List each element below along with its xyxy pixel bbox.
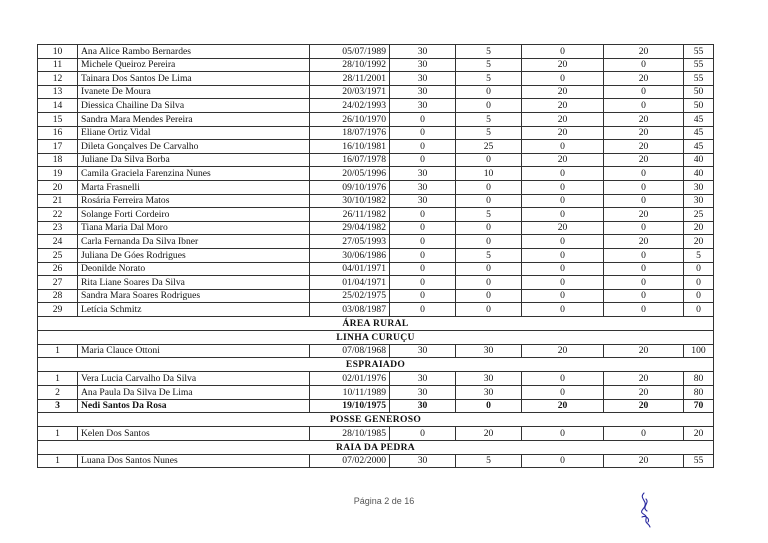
cell-name: Kelen Dos Santos [78, 427, 310, 441]
cell-v4: 0 [604, 58, 684, 72]
section-title: POSSE GENEROSO [38, 413, 714, 427]
cell-date: 18/07/1976 [310, 126, 390, 140]
cell-date: 05/07/1989 [310, 45, 390, 59]
cell-date: 28/11/2001 [310, 72, 390, 86]
section-title: RAIA DA PEDRA [38, 440, 714, 454]
cell-v3: 0 [522, 167, 604, 181]
table-row [38, 454, 714, 468]
cell-v1: 0 [390, 153, 456, 167]
cell-num: 18 [38, 153, 78, 167]
cell-v4: 0 [604, 221, 684, 235]
cell-date: 09/10/1976 [310, 180, 390, 194]
cell-num: 22 [38, 208, 78, 222]
cell-v2: 5 [456, 72, 522, 86]
cell-date: 07/02/2000 [310, 454, 390, 468]
area-header [38, 316, 714, 330]
cell-date: 30/10/1982 [310, 194, 390, 208]
cell-v2: 20 [456, 427, 522, 441]
cell-total: 0 [684, 289, 714, 303]
cell-name: Nedi Santos Da Rosa [78, 399, 310, 413]
cell-v3: 20 [522, 99, 604, 113]
section-header [38, 440, 714, 454]
cell-v3: 0 [522, 180, 604, 194]
table-row [38, 289, 714, 303]
cell-num: 3 [38, 399, 78, 413]
cell-v3: 20 [522, 126, 604, 140]
cell-v2: 0 [456, 99, 522, 113]
cell-date: 04/01/1971 [310, 262, 390, 276]
cell-total: 20 [684, 235, 714, 249]
cell-v1: 30 [390, 386, 456, 400]
cell-name: Rita Liane Soares Da Silva [78, 276, 310, 290]
table-row [38, 112, 714, 126]
cell-date: 20/03/1971 [310, 85, 390, 99]
cell-v2: 5 [456, 454, 522, 468]
cell-v2: 5 [456, 248, 522, 262]
cell-v1: 0 [390, 140, 456, 154]
table-row [38, 126, 714, 140]
cell-v3: 0 [522, 235, 604, 249]
table-row [38, 72, 714, 86]
cell-v2: 0 [456, 262, 522, 276]
cell-total: 55 [684, 45, 714, 59]
cell-v3: 0 [522, 276, 604, 290]
cell-name: Luana Dos Santos Nunes [78, 454, 310, 468]
cell-v3: 0 [522, 45, 604, 59]
cell-v1: 0 [390, 289, 456, 303]
cell-v1: 0 [390, 112, 456, 126]
table-row [38, 153, 714, 167]
cell-date: 01/04/1971 [310, 276, 390, 290]
cell-v4: 0 [604, 194, 684, 208]
cell-name: Ivanete De Moura [78, 85, 310, 99]
page-number: Página 2 de 16 [353, 496, 415, 506]
cell-v2: 30 [456, 372, 522, 386]
cell-num: 27 [38, 276, 78, 290]
cell-num: 23 [38, 221, 78, 235]
cell-v4: 20 [604, 153, 684, 167]
cell-name: Juliana De Góes Rodrigues [78, 248, 310, 262]
cell-v2: 0 [456, 276, 522, 290]
cell-v3: 0 [522, 289, 604, 303]
table-row [38, 399, 714, 413]
cell-num: 16 [38, 126, 78, 140]
cell-name: Sandra Mara Mendes Pereira [78, 112, 310, 126]
cell-v3: 20 [522, 85, 604, 99]
cell-num: 20 [38, 180, 78, 194]
cell-v3: 0 [522, 208, 604, 222]
signature-icon [634, 489, 658, 529]
cell-v2: 5 [456, 45, 522, 59]
cell-total: 70 [684, 399, 714, 413]
cell-v4: 0 [604, 262, 684, 276]
cell-date: 02/01/1976 [310, 372, 390, 386]
table-row [38, 140, 714, 154]
cell-v4: 20 [604, 72, 684, 86]
cell-total: 40 [684, 167, 714, 181]
cell-v2: 5 [456, 58, 522, 72]
cell-v2: 0 [456, 153, 522, 167]
cell-v1: 0 [390, 303, 456, 317]
cell-v1: 30 [390, 194, 456, 208]
cell-v2: 0 [456, 289, 522, 303]
cell-total: 100 [684, 344, 714, 358]
cell-name: Michele Queiroz Pereira [78, 58, 310, 72]
cell-num: 13 [38, 85, 78, 99]
table-row [38, 180, 714, 194]
cell-total: 45 [684, 126, 714, 140]
cell-date: 26/10/1970 [310, 112, 390, 126]
cell-total: 55 [684, 454, 714, 468]
cell-total: 25 [684, 208, 714, 222]
cell-v1: 0 [390, 276, 456, 290]
cell-v1: 30 [390, 58, 456, 72]
cell-num: 1 [38, 344, 78, 358]
cell-v2: 5 [456, 126, 522, 140]
cell-name: Solange Forti Cordeiro [78, 208, 310, 222]
cell-date: 19/10/1975 [310, 399, 390, 413]
cell-v2: 5 [456, 112, 522, 126]
cell-v3: 20 [522, 112, 604, 126]
cell-name: Camila Graciela Farenzina Nunes [78, 167, 310, 181]
cell-name: Maria Clauce Ottoni [78, 344, 310, 358]
cell-v3: 20 [522, 344, 604, 358]
cell-date: 07/08/1968 [310, 344, 390, 358]
cell-v3: 0 [522, 386, 604, 400]
cell-name: Deonilde Norato [78, 262, 310, 276]
cell-name: Tiana Maria Dal Moro [78, 221, 310, 235]
cell-num: 11 [38, 58, 78, 72]
cell-date: 30/06/1986 [310, 248, 390, 262]
cell-num: 1 [38, 427, 78, 441]
cell-total: 0 [684, 276, 714, 290]
cell-total: 5 [684, 248, 714, 262]
cell-v4: 20 [604, 386, 684, 400]
cell-v2: 0 [456, 85, 522, 99]
table-row [38, 45, 714, 59]
cell-name: Vera Lucia Carvalho Da Silva [78, 372, 310, 386]
cell-v4: 0 [604, 248, 684, 262]
table-row [38, 235, 714, 249]
cell-total: 80 [684, 386, 714, 400]
cell-num: 29 [38, 303, 78, 317]
cell-num: 12 [38, 72, 78, 86]
cell-v1: 30 [390, 72, 456, 86]
cell-v1: 0 [390, 262, 456, 276]
cell-v2: 5 [456, 208, 522, 222]
cell-v1: 0 [390, 235, 456, 249]
cell-name: Letícia Schmitz [78, 303, 310, 317]
cell-v3: 20 [522, 153, 604, 167]
cell-name: Juliane Da Silva Borba [78, 153, 310, 167]
cell-name: Marta Frasnelli [78, 180, 310, 194]
cell-v2: 25 [456, 140, 522, 154]
table-row [38, 303, 714, 317]
cell-num: 26 [38, 262, 78, 276]
cell-name: Eliane Ortiz Vidal [78, 126, 310, 140]
cell-v3: 20 [522, 399, 604, 413]
table-row [38, 99, 714, 113]
cell-v1: 0 [390, 126, 456, 140]
table-row [38, 344, 714, 358]
table-row [38, 276, 714, 290]
table-row [38, 386, 714, 400]
section-title: ESPRAIADO [38, 358, 714, 372]
cell-total: 45 [684, 112, 714, 126]
cell-v4: 0 [604, 276, 684, 290]
section-title: LINHA CURUÇU [38, 330, 714, 344]
cell-v1: 0 [390, 221, 456, 235]
cell-v3: 0 [522, 262, 604, 276]
cell-total: 20 [684, 427, 714, 441]
table-row [38, 58, 714, 72]
cell-date: 29/04/1982 [310, 221, 390, 235]
table-row [38, 262, 714, 276]
cell-date: 25/02/1975 [310, 289, 390, 303]
cell-v1: 30 [390, 45, 456, 59]
cell-v4: 20 [604, 454, 684, 468]
cell-v4: 20 [604, 399, 684, 413]
cell-name: Ana Paula Da Silva De Lima [78, 386, 310, 400]
cell-v4: 20 [604, 45, 684, 59]
cell-name: Dileta Gonçalves De Carvalho [78, 140, 310, 154]
cell-total: 0 [684, 303, 714, 317]
cell-v1: 30 [390, 372, 456, 386]
cell-v1: 30 [390, 180, 456, 194]
cell-name: Tainara Dos Santos De Lima [78, 72, 310, 86]
section-header [38, 358, 714, 372]
cell-v3: 0 [522, 372, 604, 386]
cell-num: 1 [38, 372, 78, 386]
cell-total: 45 [684, 140, 714, 154]
table-row [38, 221, 714, 235]
cell-v3: 0 [522, 140, 604, 154]
cell-v4: 20 [604, 140, 684, 154]
cell-date: 27/05/1993 [310, 235, 390, 249]
table-row [38, 194, 714, 208]
cell-v1: 30 [390, 167, 456, 181]
cell-v2: 0 [456, 235, 522, 249]
cell-v1: 30 [390, 99, 456, 113]
cell-date: 20/05/1996 [310, 167, 390, 181]
table-row [38, 208, 714, 222]
cell-total: 80 [684, 372, 714, 386]
section-header [38, 413, 714, 427]
cell-date: 24/02/1993 [310, 99, 390, 113]
cell-date: 16/10/1981 [310, 140, 390, 154]
cell-v2: 0 [456, 303, 522, 317]
cell-v4: 0 [604, 167, 684, 181]
cell-v4: 20 [604, 235, 684, 249]
cell-v3: 0 [522, 427, 604, 441]
table-body [38, 45, 714, 468]
cell-v2: 10 [456, 167, 522, 181]
cell-v2: 0 [456, 399, 522, 413]
cell-date: 26/11/1982 [310, 208, 390, 222]
cell-v2: 0 [456, 180, 522, 194]
cell-v3: 0 [522, 248, 604, 262]
cell-total: 30 [684, 180, 714, 194]
cell-num: 17 [38, 140, 78, 154]
cell-total: 50 [684, 85, 714, 99]
ranking-table [37, 44, 714, 468]
cell-name: Carla Fernanda Da Silva Ibner [78, 235, 310, 249]
cell-v4: 20 [604, 126, 684, 140]
cell-num: 28 [38, 289, 78, 303]
cell-v4: 20 [604, 344, 684, 358]
cell-date: 10/11/1989 [310, 386, 390, 400]
cell-num: 2 [38, 386, 78, 400]
cell-v2: 0 [456, 194, 522, 208]
cell-v3: 0 [522, 194, 604, 208]
cell-v3: 0 [522, 72, 604, 86]
cell-name: Sandra Mara Soares Rodrigues [78, 289, 310, 303]
cell-v4: 0 [604, 289, 684, 303]
cell-v4: 0 [604, 303, 684, 317]
cell-num: 14 [38, 99, 78, 113]
cell-date: 28/10/1985 [310, 427, 390, 441]
cell-v1: 30 [390, 399, 456, 413]
table-row [38, 372, 714, 386]
cell-v4: 20 [604, 372, 684, 386]
cell-v1: 0 [390, 208, 456, 222]
cell-name: Diessica Chailine Da Silva [78, 99, 310, 113]
cell-total: 50 [684, 99, 714, 113]
table-row [38, 167, 714, 181]
cell-date: 28/10/1992 [310, 58, 390, 72]
cell-date: 16/07/1978 [310, 153, 390, 167]
table-row [38, 427, 714, 441]
cell-name: Ana Alice Rambo Bernardes [78, 45, 310, 59]
cell-total: 55 [684, 58, 714, 72]
cell-v4: 0 [604, 180, 684, 194]
cell-v4: 0 [604, 99, 684, 113]
cell-v4: 20 [604, 208, 684, 222]
cell-v1: 30 [390, 344, 456, 358]
cell-v1: 0 [390, 248, 456, 262]
cell-num: 24 [38, 235, 78, 249]
cell-name: Rosária Ferreira Matos [78, 194, 310, 208]
cell-total: 30 [684, 194, 714, 208]
cell-total: 40 [684, 153, 714, 167]
cell-num: 10 [38, 45, 78, 59]
cell-v2: 0 [456, 221, 522, 235]
cell-num: 15 [38, 112, 78, 126]
cell-v4: 0 [604, 427, 684, 441]
cell-v2: 30 [456, 344, 522, 358]
cell-num: 19 [38, 167, 78, 181]
cell-v3: 0 [522, 303, 604, 317]
cell-v2: 30 [456, 386, 522, 400]
cell-total: 20 [684, 221, 714, 235]
cell-total: 0 [684, 262, 714, 276]
cell-date: 03/08/1987 [310, 303, 390, 317]
cell-v3: 20 [522, 58, 604, 72]
cell-num: 21 [38, 194, 78, 208]
cell-v1: 0 [390, 427, 456, 441]
cell-num: 25 [38, 248, 78, 262]
cell-v1: 30 [390, 85, 456, 99]
section-header [38, 330, 714, 344]
cell-v1: 30 [390, 454, 456, 468]
cell-total: 55 [684, 72, 714, 86]
cell-v4: 0 [604, 85, 684, 99]
table-row [38, 85, 714, 99]
cell-v3: 0 [522, 454, 604, 468]
cell-v4: 20 [604, 112, 684, 126]
cell-v3: 20 [522, 221, 604, 235]
section-title: ÁREA RURAL [38, 316, 714, 330]
cell-num: 1 [38, 454, 78, 468]
table-row [38, 248, 714, 262]
